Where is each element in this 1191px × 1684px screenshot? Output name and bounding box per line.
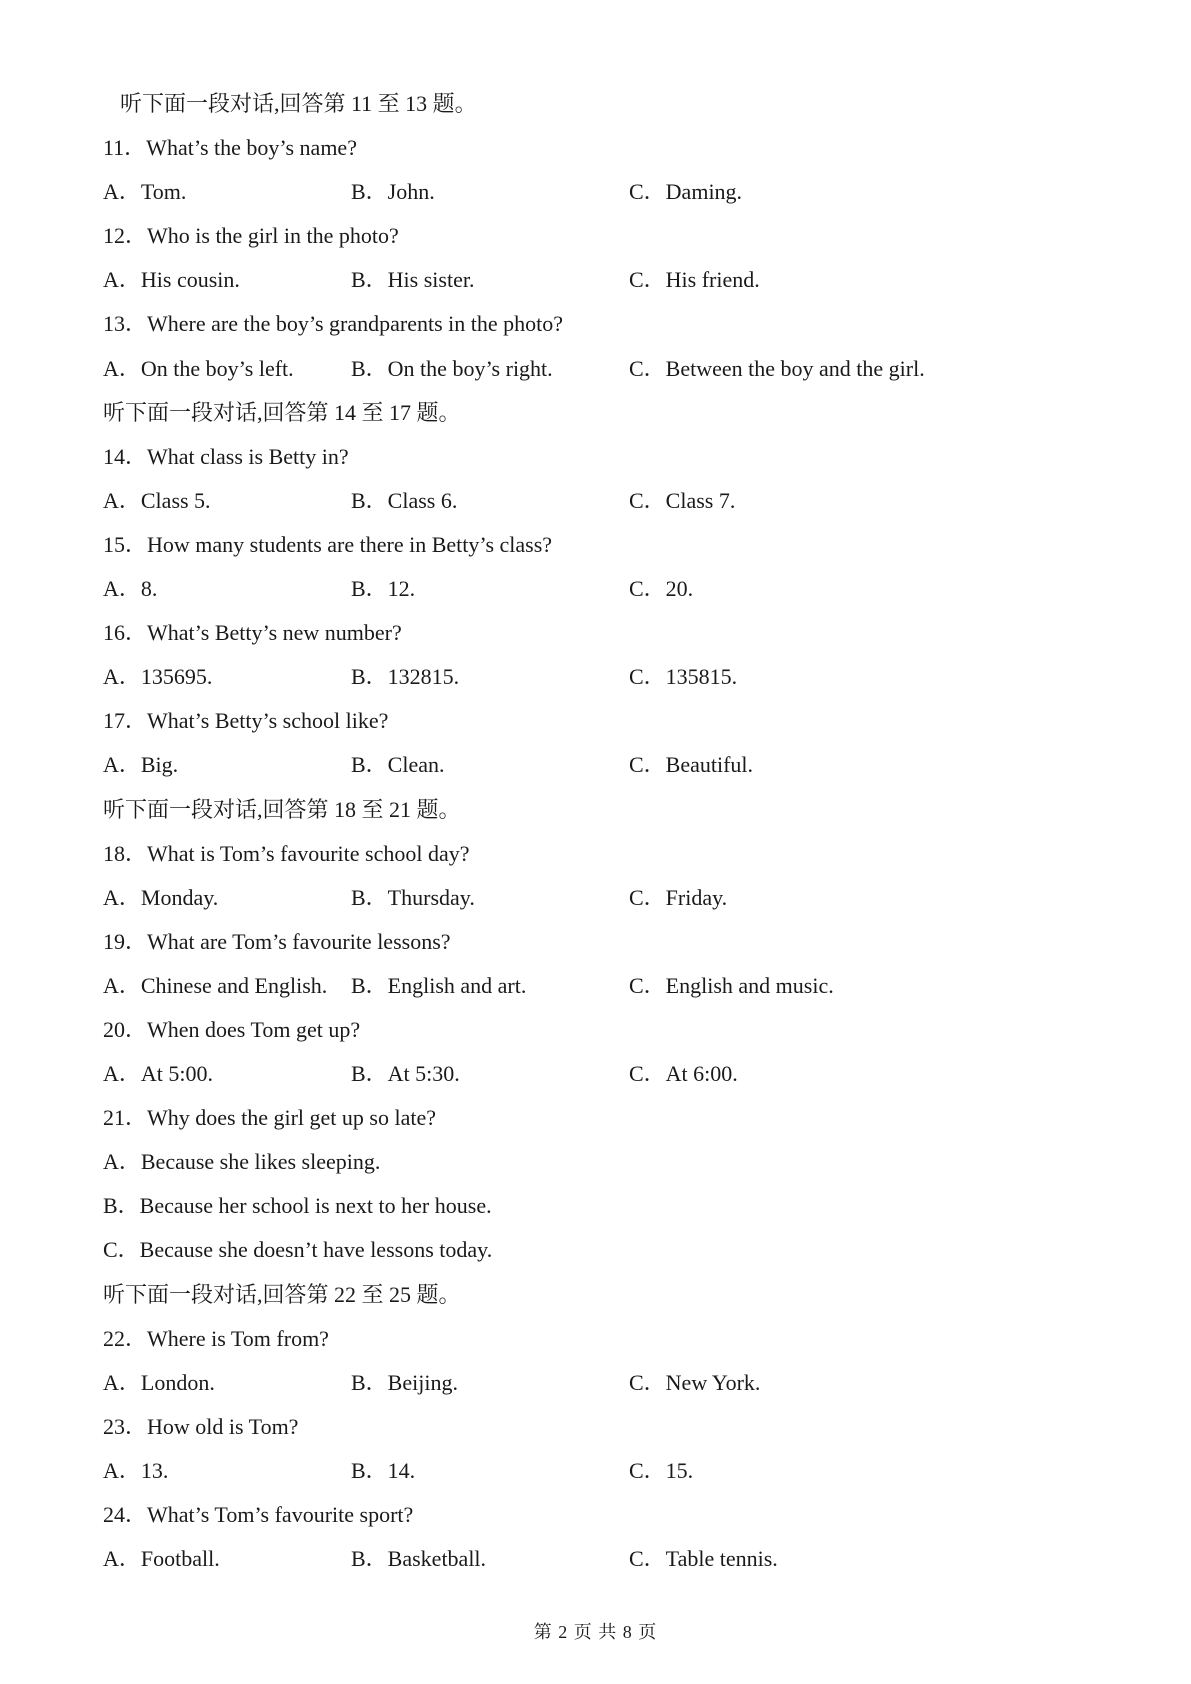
answer-option-c: C．15. — [629, 1457, 694, 1483]
answer-option-b: B．English and art. — [351, 972, 527, 998]
question-stem: 16．What’s Betty’s new number? — [103, 620, 402, 646]
answer-option-a: A．Chinese and English. — [103, 972, 328, 998]
answer-option-a: A．Because she likes sleeping. — [103, 1149, 381, 1175]
question-stem: 18．What is Tom’s favourite school day? — [103, 840, 470, 866]
question-stem: 20．When does Tom get up? — [103, 1016, 361, 1042]
answer-options-row — [103, 1537, 1103, 1581]
answer-options-row — [103, 258, 1103, 302]
answer-option-b: B．Class 6. — [351, 487, 458, 513]
answer-option-b: B．Basketball. — [351, 1546, 487, 1572]
answer-options-row — [103, 655, 1103, 699]
answer-option-c: C．Friday. — [629, 884, 728, 910]
answer-options-row — [103, 743, 1103, 787]
answer-options-row — [103, 347, 1103, 391]
answer-option-b: B．John. — [351, 179, 435, 205]
answer-option-a: A．Big. — [103, 752, 179, 778]
answer-option-b: B．His sister. — [351, 267, 475, 293]
answer-option-a: A．135695. — [103, 664, 213, 690]
listening-questions — [103, 82, 1103, 1581]
answer-option-c: C．20. — [629, 576, 694, 602]
question-stem: 17．What’s Betty’s school like? — [103, 708, 389, 734]
section-instruction: 听下面一段对话,回答第 22 至 25 题。 — [103, 1281, 461, 1307]
answer-option-c: C．Daming. — [629, 179, 743, 205]
answer-option-a: A．13. — [103, 1457, 169, 1483]
answer-option-b: B．12. — [351, 576, 416, 602]
answer-option-a: A．Monday. — [103, 884, 219, 910]
answer-option-b: B．14. — [351, 1457, 416, 1483]
answer-option-c: C．Table tennis. — [629, 1546, 778, 1572]
section-instruction: 听下面一段对话,回答第 14 至 17 题。 — [103, 399, 461, 425]
answer-option-c: C．Class 7. — [629, 487, 736, 513]
answer-option-a: A．His cousin. — [103, 267, 240, 293]
section-instruction: 听下面一段对话,回答第 11 至 13 题。 — [120, 91, 477, 116]
answer-options-row — [103, 876, 1103, 920]
answer-options-row — [103, 1449, 1103, 1493]
question-stem: 22．Where is Tom from? — [103, 1325, 329, 1351]
question-stem: 19．What are Tom’s favourite lessons? — [103, 928, 451, 954]
answer-option-a: A．Class 5. — [103, 487, 211, 513]
answer-option-b: B．Beijing. — [351, 1369, 458, 1395]
answer-options-row — [103, 170, 1103, 214]
answer-option-c: C．English and music. — [629, 972, 834, 998]
section-instruction: 听下面一段对话,回答第 18 至 21 题。 — [103, 796, 461, 822]
answer-option-c: C．Beautiful. — [629, 752, 754, 778]
answer-option-a: A．At 5:00. — [103, 1061, 214, 1087]
answer-option-a: A．8. — [103, 576, 158, 602]
answer-option-c: C．135815. — [629, 664, 738, 690]
answer-options-row — [103, 479, 1103, 523]
question-stem: 14．What class is Betty in? — [103, 443, 349, 469]
answer-options-row — [103, 567, 1103, 611]
page-footer: 第 2 页 共 8 页 — [533, 1622, 658, 1642]
question-stem: 23．How old is Tom? — [103, 1413, 299, 1439]
answer-option-c: C．At 6:00. — [629, 1061, 738, 1087]
answer-options-row — [103, 1052, 1103, 1096]
answer-option-a: A．London. — [103, 1369, 215, 1395]
question-stem: 12．Who is the girl in the photo? — [103, 223, 399, 249]
question-stem: 15．How many students are there in Betty’s class? — [103, 531, 553, 557]
answer-option-a: A．Tom. — [103, 179, 187, 205]
question-stem: 13．Where are the boy’s grandparents in the photo? — [103, 311, 564, 337]
answer-option-b: B．132815. — [351, 664, 460, 690]
answer-option-a: A．Football. — [103, 1546, 220, 1572]
answer-options-row — [103, 964, 1103, 1008]
question-stem: 24．What’s Tom’s favourite sport? — [103, 1502, 414, 1527]
answer-option-c: C．Between the boy and the girl. — [629, 355, 925, 381]
answer-options-row — [103, 1361, 1103, 1405]
answer-option-b: B．At 5:30. — [351, 1061, 460, 1087]
answer-option-a: A．On the boy’s left. — [103, 355, 294, 381]
question-stem: 21．Why does the girl get up so late? — [103, 1105, 436, 1131]
answer-option-c: C．Because she doesn’t have lessons today. — [103, 1237, 493, 1263]
answer-option-c: C．His friend. — [629, 267, 760, 293]
answer-option-c: C．New York. — [629, 1369, 761, 1395]
answer-option-b: B．Clean. — [351, 752, 445, 778]
answer-option-b: B．On the boy’s right. — [351, 355, 553, 381]
answer-option-b: B．Because her school is next to her house. — [103, 1193, 492, 1219]
question-stem: 11．What’s the boy’s name? — [103, 135, 357, 161]
answer-option-b: B．Thursday. — [351, 884, 475, 910]
